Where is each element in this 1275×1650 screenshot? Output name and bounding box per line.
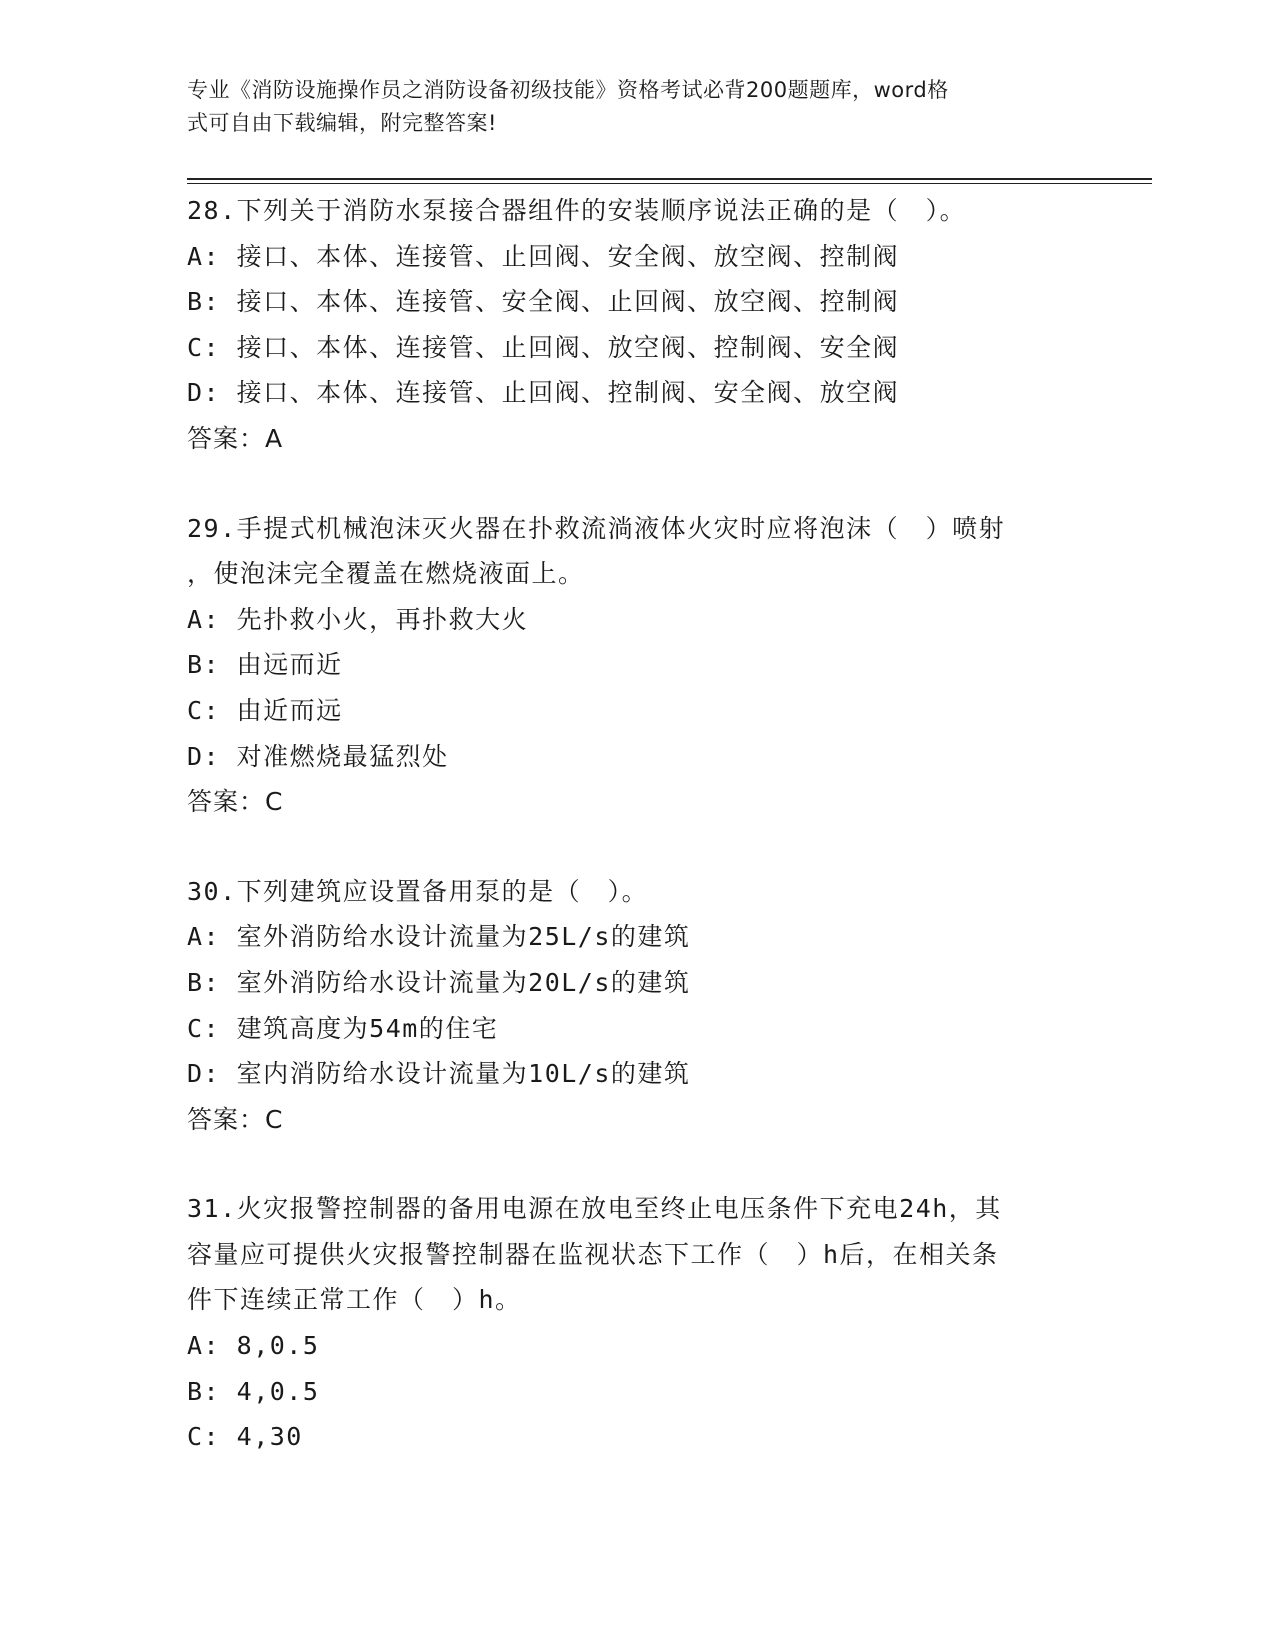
header-divider-thick — [187, 178, 1152, 180]
answer-option: A: 8,0.5 — [187, 1331, 320, 1361]
answer-option: D: 对准燃烧最猛烈处 — [187, 741, 449, 771]
answer-option: A: 室外消防给水设计流量为25L/s的建筑 — [187, 922, 691, 952]
answer-key: 答案：A — [187, 423, 284, 453]
question-stem-line: 31.火灾报警控制器的备用电源在放电至终止电压条件下充电24h，其 — [187, 1194, 1002, 1224]
question-block — [187, 1186, 1087, 1460]
question-stem-line: ，使泡沫完全覆盖在燃烧液面上。 — [187, 559, 585, 589]
answer-option: B: 4,0.5 — [187, 1376, 320, 1406]
question-stem-line: 30.下列建筑应设置备用泵的是（ ）。 — [187, 876, 649, 906]
header-line-1: 专业《消防设施操作员之消防设备初级技能》资格考试必背200题题库，word格 — [187, 78, 949, 102]
answer-key: 答案：C — [187, 1104, 284, 1134]
header-line-2: 式可自由下载编辑，附完整答案! — [187, 111, 497, 135]
answer-option: C: 接口、本体、连接管、止回阀、放空阀、控制阀、安全阀 — [187, 332, 900, 362]
answer-option: B: 接口、本体、连接管、安全阀、止回阀、放空阀、控制阀 — [187, 287, 900, 317]
answer-option: B: 由远而近 — [187, 650, 343, 680]
question-block — [187, 188, 1087, 462]
answer-option: C: 4,30 — [187, 1422, 303, 1452]
question-block — [187, 506, 1087, 825]
question-list — [187, 188, 1087, 1504]
answer-option: D: 室内消防给水设计流量为10L/s的建筑 — [187, 1059, 691, 1089]
answer-option: C: 由近而远 — [187, 695, 343, 725]
question-stem-line: 29.手提式机械泡沫灭火器在扑救流淌液体火灾时应将泡沫（ ）喷射 — [187, 513, 1006, 543]
document-header — [187, 74, 1087, 140]
question-stem-line: 容量应可提供火灾报警控制器在监视状态下工作（ ）h后，在相关条 — [187, 1239, 999, 1269]
answer-option: B: 室外消防给水设计流量为20L/s的建筑 — [187, 967, 691, 997]
question-stem-line: 件下连续正常工作（ ）h。 — [187, 1285, 522, 1315]
answer-option: D: 接口、本体、连接管、止回阀、控制阀、安全阀、放空阀 — [187, 378, 900, 408]
header-divider-thin — [187, 183, 1152, 184]
answer-key: 答案：C — [187, 787, 284, 817]
answer-option: C: 建筑高度为54m的住宅 — [187, 1013, 499, 1043]
answer-option: A: 接口、本体、连接管、止回阀、安全阀、放空阀、控制阀 — [187, 241, 900, 271]
question-block — [187, 869, 1087, 1143]
question-stem-line: 28.下列关于消防水泵接合器组件的安装顺序说法正确的是（ ）。 — [187, 196, 967, 225]
answer-option: A: 先扑救小火，再扑救大火 — [187, 604, 529, 634]
